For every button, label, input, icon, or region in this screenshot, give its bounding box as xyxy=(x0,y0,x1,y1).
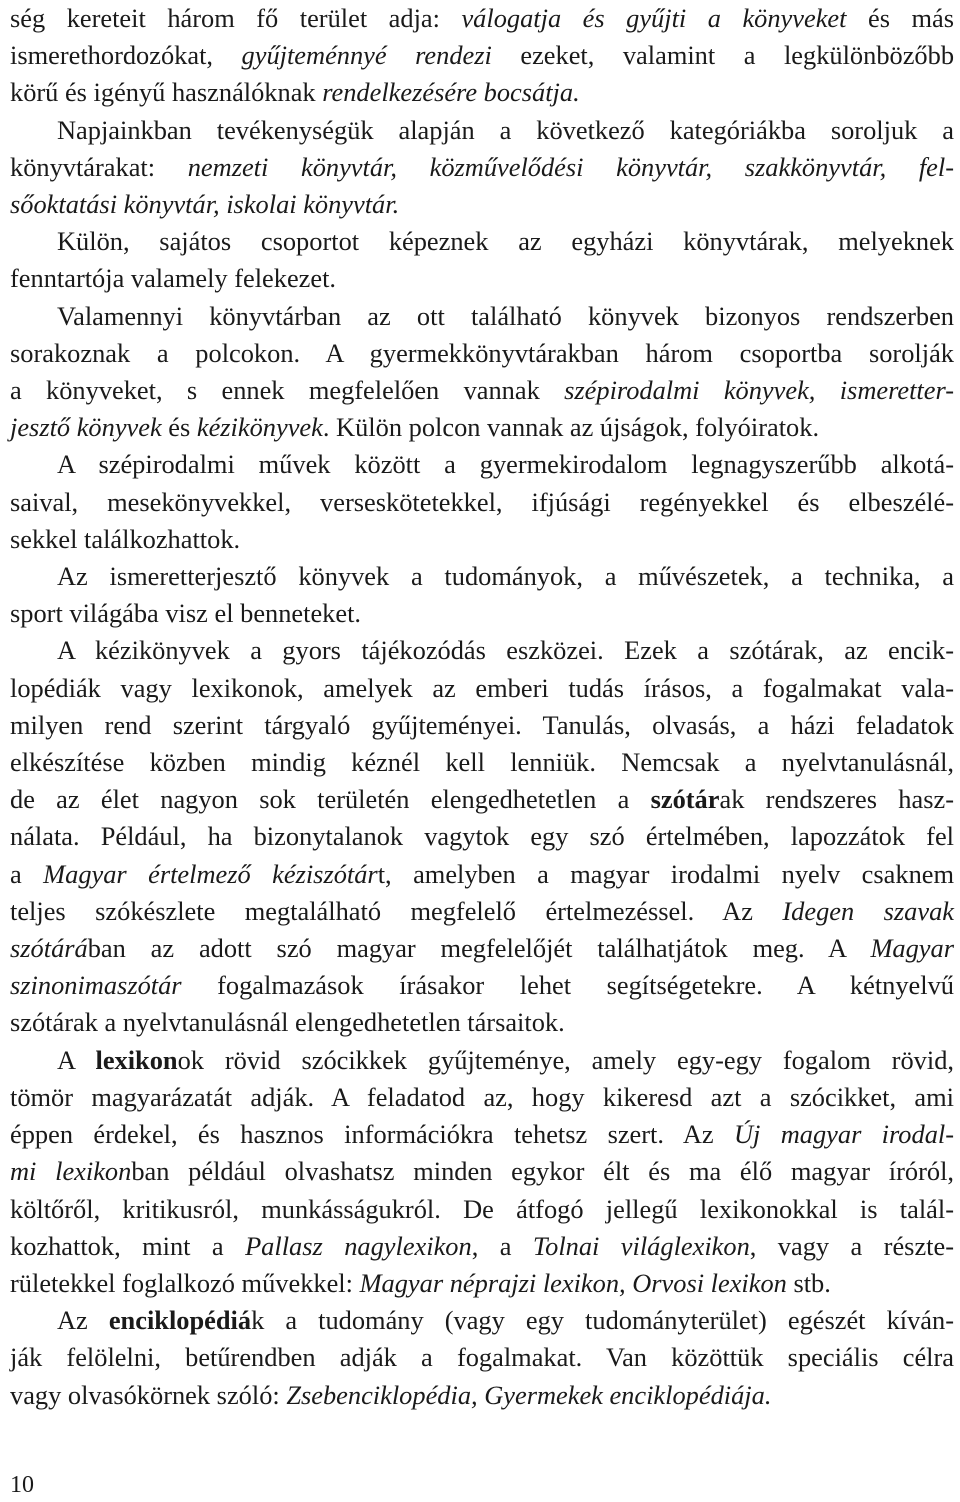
page-number: 10 xyxy=(10,1472,34,1498)
italic-text: Idegen szavak xyxy=(782,895,954,926)
bold-text: szótár xyxy=(650,784,720,815)
text-run: fenntartója valamely felekezet. xyxy=(10,263,337,294)
text-line xyxy=(10,1228,954,1265)
italic-text: szinonimaszótár xyxy=(10,970,182,1001)
text-line xyxy=(10,521,954,558)
text-line xyxy=(10,1079,954,1116)
italic-text: szépirodalmi könyvek, ismeretter- xyxy=(564,375,954,406)
text-line xyxy=(10,335,954,372)
italic-text: válogatja és gyűjti a könyveket xyxy=(461,3,847,33)
text-line xyxy=(10,856,954,893)
paragraph xyxy=(10,1302,954,1414)
text-line xyxy=(10,893,954,930)
italic-text: mi lexikon xyxy=(10,1156,132,1187)
text-run: saival, mesekönyvekkel, verseskötetekkel, ifjúsági regényekkel és elbeszélé- xyxy=(10,486,954,517)
text-run: körű és igényű használóknak xyxy=(10,77,323,108)
text-line xyxy=(10,1339,954,1376)
text-run: A xyxy=(57,1044,96,1075)
text-run: elkészítése közben mindig kéznél kell lenniük. Nemcsak a nyelvtanulásnál, xyxy=(10,747,954,778)
italic-text: Új magyar irodal- xyxy=(733,1119,955,1150)
text-run: ezeket, valamint a legkülönbözőbb xyxy=(491,40,955,71)
text-line xyxy=(10,74,954,111)
italic-text: nemzeti könyvtár, közművelődési könyvtár, szakkönyvtár, fel- xyxy=(187,151,954,182)
text-line xyxy=(10,632,954,669)
italic-text: Zsebenciklopédia, Gyermekek enciklopédiája. xyxy=(286,1379,772,1410)
text-line xyxy=(10,372,954,409)
text-line xyxy=(10,1302,954,1339)
italic-text: Magyar xyxy=(870,933,954,964)
page-body xyxy=(10,0,954,1414)
text-line xyxy=(10,1004,954,1041)
text-run: tömör magyarázatát adják. A feladatod az, hogy kikeresd azt a szócikket, ami xyxy=(10,1081,954,1112)
text-run: költőről, kritikusról, munkásságukról. De átfogó jellegű lexikonokkal is talál- xyxy=(10,1193,954,1224)
paragraph xyxy=(10,558,954,632)
text-run: ják felölelni, betűrendben adják a fogalmakat. Van közöttük speciális célra xyxy=(10,1342,954,1373)
paragraph xyxy=(10,0,954,112)
text-run: de az élet nagyon sok területén elengedhetetlen a xyxy=(10,784,651,815)
bold-text: enciklopédiá xyxy=(108,1305,252,1336)
text-line xyxy=(10,223,954,260)
text-run: könyvtárakat: xyxy=(10,151,188,182)
text-run: Napjainkban tevékenységük alapján a következő kategóriákba soroljuk a xyxy=(57,114,954,145)
text-run: sorakoznak a polcokon. A gyermekkönyvtárakban három csoportba sorolják xyxy=(10,337,954,368)
text-run: Valamennyi könyvtárban az ott található könyvek bizonyos rendszerben xyxy=(57,300,954,331)
text-run: sport világába visz el benneteket. xyxy=(10,598,362,629)
text-line xyxy=(10,707,954,744)
text-line xyxy=(10,1153,954,1190)
text-line xyxy=(10,112,954,149)
text-line xyxy=(10,1191,954,1228)
text-line xyxy=(10,1377,954,1414)
italic-text: jesztő könyvek xyxy=(10,412,162,443)
text-run: , vagy a részte- xyxy=(749,1230,954,1261)
text-line xyxy=(10,595,954,632)
text-run: nálata. Például, ha bizonytalanok vagytok egy szó értelmében, lapozzátok fel xyxy=(10,821,954,852)
text-line xyxy=(10,1042,954,1079)
text-run: Az xyxy=(57,1305,109,1336)
text-run: kozhattok, mint a xyxy=(10,1230,246,1261)
text-line xyxy=(10,558,954,595)
text-run: A kézikönyvek a gyors tájékozódás eszközei. Ezek a szótárak, az encik- xyxy=(57,635,954,666)
text-run: ismerethordozókat, xyxy=(10,40,242,71)
italic-text: rendelkezésére bocsátja. xyxy=(322,77,580,108)
text-run: k a tudomány (vagy egy tudományterület) egészét kíván- xyxy=(251,1305,954,1336)
text-run: ban például olvashatsz minden egykor élt és ma élő magyar íróról, xyxy=(131,1156,954,1187)
text-line xyxy=(10,484,954,521)
paragraph xyxy=(10,632,954,1041)
text-run: t, amelyben a magyar irodalmi nyelv csaknem xyxy=(377,858,955,889)
text-run: a könyveket, s ennek megfelelően vannak xyxy=(10,375,565,406)
text-run: Külön, sajátos csoportot képeznek az egyházi könyvtárak, melyeknek xyxy=(57,226,954,257)
text-run: stb. xyxy=(786,1267,831,1298)
text-run: , a xyxy=(471,1230,533,1261)
text-run: rületekkel foglalkozó művekkel: xyxy=(10,1267,360,1298)
text-line xyxy=(10,149,954,186)
italic-text: gyűjteménnyé rendezi xyxy=(241,40,492,71)
text-line xyxy=(10,1116,954,1153)
text-line xyxy=(10,930,954,967)
text-line xyxy=(10,37,954,74)
text-run: és más xyxy=(846,3,954,33)
text-line xyxy=(10,186,954,223)
bold-text: lexikon xyxy=(95,1044,178,1075)
italic-text: Tolnai világlexikon xyxy=(532,1230,750,1261)
italic-text: szótárá xyxy=(10,933,88,964)
text-run: ban az adott szó magyar megfelelőjét találhatjátok meg. A xyxy=(87,933,871,964)
text-line xyxy=(10,260,954,297)
paragraph xyxy=(10,446,954,558)
italic-text: Pallasz nagylexikon xyxy=(245,1230,472,1261)
text-run: és xyxy=(161,412,197,443)
italic-text: sőoktatási könyvtár, iskolai könyvtár. xyxy=(10,189,400,220)
text-line xyxy=(10,0,954,37)
text-line xyxy=(10,446,954,483)
paragraph xyxy=(10,298,954,447)
text-line xyxy=(10,818,954,855)
text-run: a xyxy=(10,858,44,889)
text-line xyxy=(10,670,954,707)
text-run: ak rendszeres hasz- xyxy=(719,784,954,815)
text-run: sekkel találkozhattok. xyxy=(10,523,241,554)
italic-text: kézikönyvek xyxy=(196,412,323,443)
text-line xyxy=(10,409,954,446)
text-run: éppen érdekel, és hasznos információkra tehetsz szert. Az xyxy=(10,1119,734,1150)
text-run: szótárak a nyelvtanulásnál elengedhetetlen társaitok. xyxy=(10,1007,565,1038)
text-run: fogalmazások írásakor lehet segítségetekre. A kétnyelvű xyxy=(181,970,954,1001)
text-run: milyen rend szerint tárgyaló gyűjteményei. Tanulás, olvasás, a házi feladatok xyxy=(10,709,954,740)
text-line xyxy=(10,1265,954,1302)
text-run: ség kereteit három fő terület adja: xyxy=(10,3,462,33)
paragraph xyxy=(10,112,954,224)
text-run: ok rövid szócikkek gyűjteménye, amely egy-egy fogalom rövid, xyxy=(177,1044,954,1075)
paragraph xyxy=(10,1042,954,1302)
text-line xyxy=(10,298,954,335)
text-run: . Külön polcon vannak az újságok, folyóiratok. xyxy=(322,412,820,443)
text-run: Az ismeretterjesztő könyvek a tudományok, a művészetek, a technika, a xyxy=(57,561,954,592)
text-run: teljes szókészlete megtalálható megfelelő értelmezéssel. Az xyxy=(10,895,783,926)
text-line xyxy=(10,967,954,1004)
text-run: A szépirodalmi művek között a gyermekirodalom legnagyszerűbb alkotá- xyxy=(57,449,954,480)
text-run: vagy olvasókörnek szóló: xyxy=(10,1379,287,1410)
italic-text: Magyar néprajzi lexikon, Orvosi lexikon xyxy=(359,1267,787,1298)
text-run: lopédiák vagy lexikonok, amelyek az emberi tudás írásos, a fogalmakat vala- xyxy=(10,672,954,703)
italic-text: Magyar értelmező kéziszótár xyxy=(43,858,378,889)
paragraph xyxy=(10,223,954,297)
text-line xyxy=(10,781,954,818)
text-line xyxy=(10,744,954,781)
